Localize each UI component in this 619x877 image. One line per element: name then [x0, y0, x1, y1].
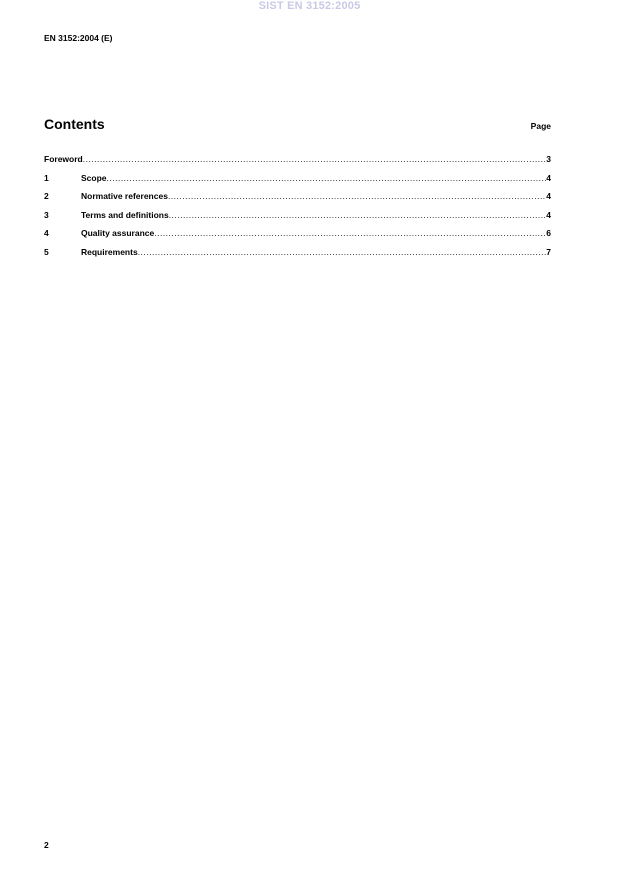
toc-entry-normative-references[interactable] [44, 191, 551, 210]
toc-entry-title: Scope [81, 172, 107, 183]
toc-entry-page: 4 [546, 172, 551, 183]
toc-entry-number: 2 [44, 191, 49, 201]
toc-entry-page: 7 [546, 246, 551, 257]
toc-dot-leader [107, 173, 547, 183]
watermark: SIST EN 3152:2005 [258, 0, 361, 12]
toc-entry-requirements[interactable] [44, 247, 551, 266]
table-of-contents [44, 154, 551, 265]
toc-entry-page: 6 [546, 228, 551, 238]
contents-heading: Contents [44, 116, 105, 132]
toc-entry-terms-and-definitions[interactable] [44, 210, 551, 229]
toc-entry-title: Quality assurance [81, 228, 155, 238]
toc-entry-number: 1 [44, 172, 49, 183]
toc-entry-number: 5 [44, 246, 49, 257]
toc-dot-leader [168, 191, 546, 201]
toc-entry-number: 3 [44, 209, 49, 220]
toc-dot-leader [83, 154, 547, 164]
toc-dot-leader [138, 247, 547, 257]
toc-entry-page: 4 [546, 191, 551, 201]
toc-dot-leader [154, 228, 546, 238]
toc-entry-page: 4 [546, 209, 551, 220]
toc-entry-title: Terms and definitions [81, 209, 169, 220]
page-column-label: Page [530, 121, 551, 131]
toc-entry-quality-assurance[interactable] [44, 228, 551, 247]
toc-dot-leader [169, 210, 547, 220]
page-number: 2 [44, 840, 49, 850]
toc-entry-page: 3 [546, 154, 551, 164]
document-identifier: EN 3152:2004 (E) [44, 33, 113, 43]
toc-entry-number: 4 [44, 228, 49, 238]
toc-entry-foreword[interactable] [44, 154, 551, 173]
toc-entry-title: Foreword [44, 154, 83, 164]
toc-entry-scope[interactable] [44, 173, 551, 192]
toc-entry-title: Normative references [81, 191, 168, 201]
toc-entry-title: Requirements [81, 246, 138, 257]
